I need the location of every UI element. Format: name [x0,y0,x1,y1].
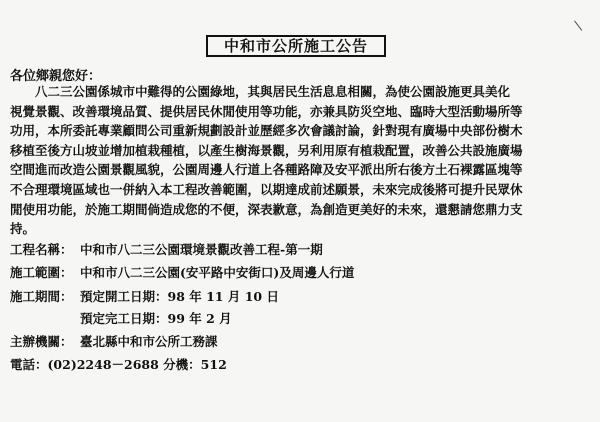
body-line: 持。 [10,221,36,237]
notice-title: 中和市公所施工公告 [206,35,386,57]
phone-row [10,355,590,373]
project-name: 中和市八二三公園環境景觀改善工程-第一期 [80,242,323,257]
body-line: 視覺景觀、改善環境品質、提供居民休閒使用等功能，亦兼具防災空地、臨時大型活動場所等 [10,103,523,119]
body-line: 功用，本所委託專業顧問公司重新規劃設計並歷經多次會議討論，針對現有廣場中央部份樹木 [10,123,523,139]
project-name-label: 工程名稱： [10,242,73,257]
body-line: 閒使用功能，於施工期間倘造成您的不便，深表歉意，為創造更美好的未來，還懇請您鼎力支 [10,201,523,217]
corner-mark: \ [573,17,584,35]
body-line: 八二三公園係城市中難得的公園綠地，其與居民生活息息相關，為使公園設施更具美化 [10,84,511,99]
body-line: 移植至後方山坡並增加植栽種植，以產生樹海景觀，另利用原有植栽配置，改善公共設施廣場 [10,142,523,158]
end-date: 預定完工日期：99 年 2 月 [80,311,232,326]
phone-label: 電話： [10,357,48,372]
period-label: 施工期間： [10,289,73,304]
notice-body [10,82,590,239]
organizer: 臺北縣中和市公所工務課 [80,334,218,349]
greeting: 各位鄉親您好： [10,69,102,84]
body-line: 不合理環境區域也一併納入本工程改善範圍，以期達成前述願景，未來完成後將可提升民眾休 [10,181,523,197]
end-date-row [10,309,590,327]
phone: (02)2248－2688 分機：512 [47,357,227,372]
organizer-label: 主辦機關： [10,334,73,349]
scope-label: 施工範圍： [10,265,73,280]
project-name-row [10,240,590,258]
organizer-row [10,332,590,350]
scope-row [10,263,590,281]
scope: 中和市八二三公園(安平路中安街口)及周邊人行道 [80,265,355,280]
start-date: 預定開工日期：98 年 11 月 10 日 [80,289,279,304]
period-row [10,287,590,305]
body-line: 空間進而改造公園景觀風貌，公園周邊人行道上各種路障及安平派出所右後方土石裸露區塊等 [10,162,523,178]
